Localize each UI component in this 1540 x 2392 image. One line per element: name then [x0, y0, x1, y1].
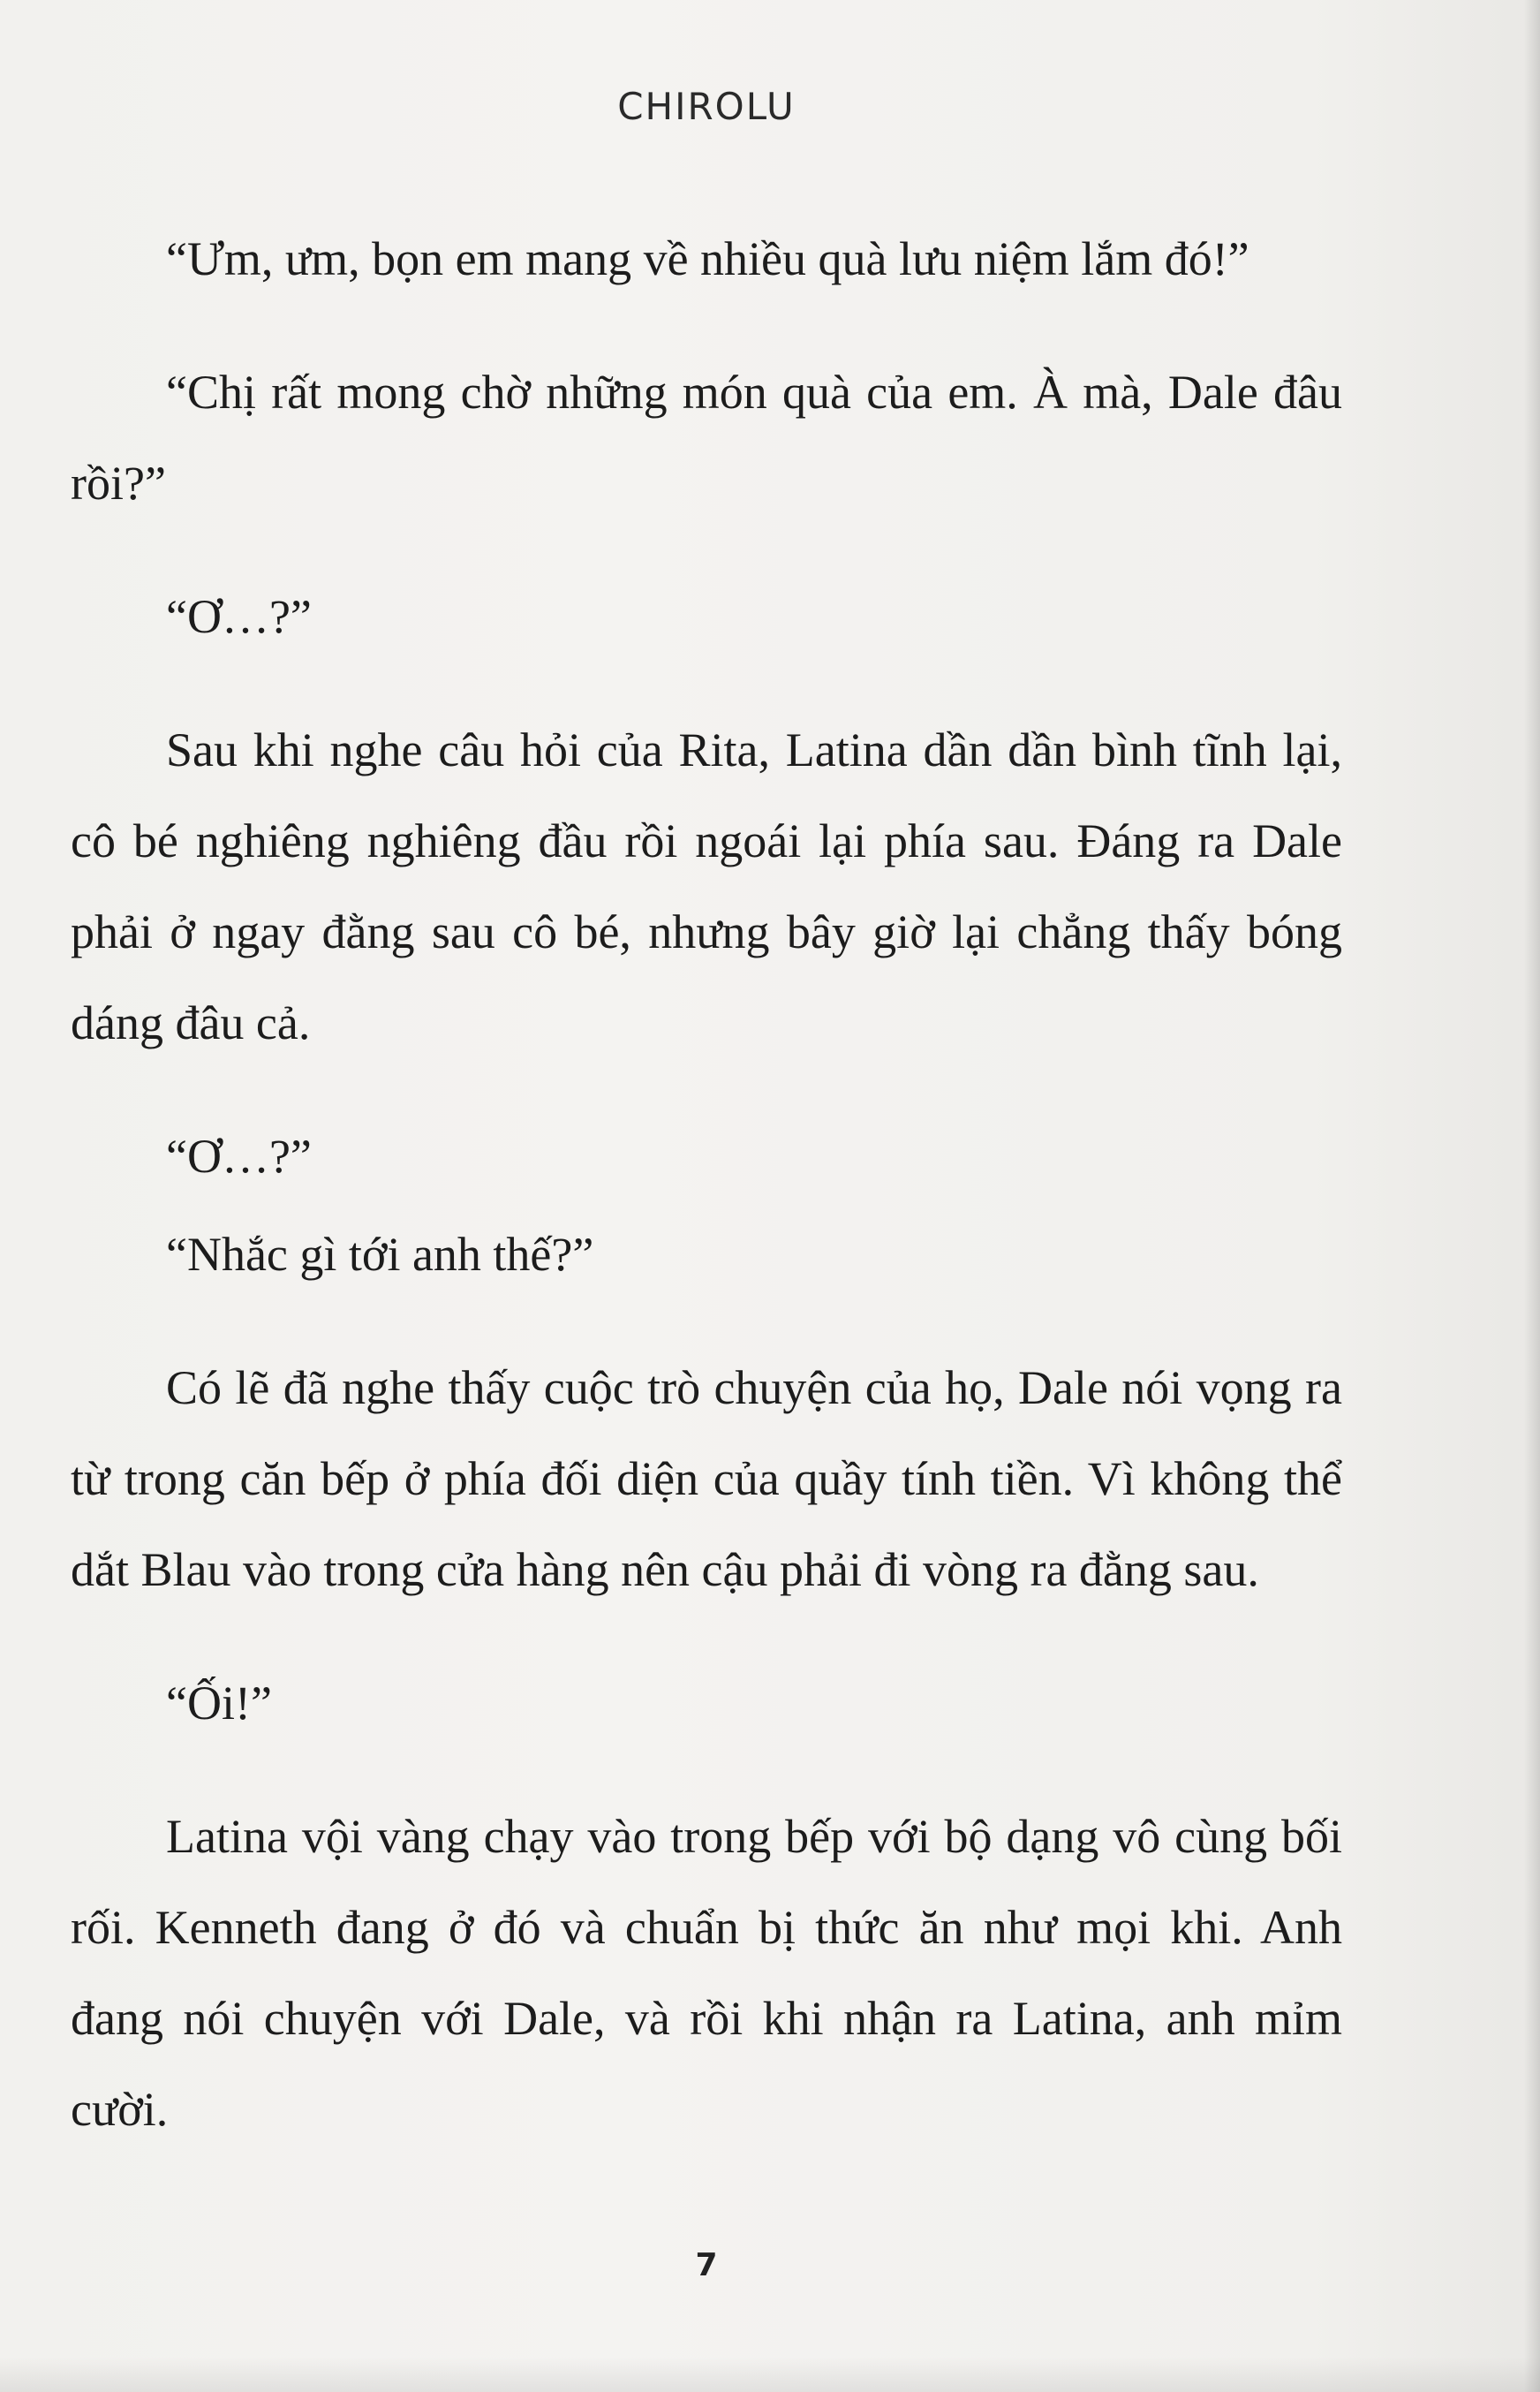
- page-edge-shadow: [1524, 0, 1540, 2392]
- running-header: CHIROLU: [617, 85, 796, 128]
- paragraph: Có lẽ đã nghe thấy cuộc trò chuyện của họ, Dale nói vọng ra từ trong căn bếp ở phía đối diện của quầy tính tiền. Vì không thể dắt Blau vào trong cửa hàng nên cậu phải đi vòng ra đằng sau.: [71, 1361, 1342, 1596]
- page-number: 7: [695, 2247, 718, 2283]
- paragraph: “Chị rất mong chờ những món quà của em. À mà, Dale đâu rồi?”: [71, 366, 1342, 510]
- page-bottom-shadow: [0, 2357, 1540, 2392]
- paragraph: Sau khi nghe câu hỏi của Rita, Latina dần dần bình tĩnh lại, cô bé nghiêng nghiêng đầu rồi ngoái lại phía sau. Đáng ra Dale phải ở ngay đằng sau cô bé, nhưng bây giờ lại chẳng thấy bóng dáng đâu cả.: [71, 723, 1342, 1049]
- paragraph: “Ối!”: [166, 1677, 272, 1730]
- paragraph: “Nhắc gì tới anh thế?”: [166, 1228, 594, 1281]
- paragraph: “Ơ…?”: [166, 1130, 312, 1183]
- body-text: [71, 214, 1342, 2155]
- paragraph: Latina vội vàng chạy vào trong bếp với bộ dạng vô cùng bối rối. Kenneth đang ở đó và chuẩn bị thức ăn như mọi khi. Anh đang nói chuyện với Dale, và rồi khi nhận ra Latina, anh mỉm cười.: [71, 1810, 1342, 2136]
- paragraph: “Ơ…?”: [166, 590, 312, 643]
- paragraph: “Ưm, ưm, bọn em mang về nhiều quà lưu niệm lắm đó!”: [166, 232, 1249, 285]
